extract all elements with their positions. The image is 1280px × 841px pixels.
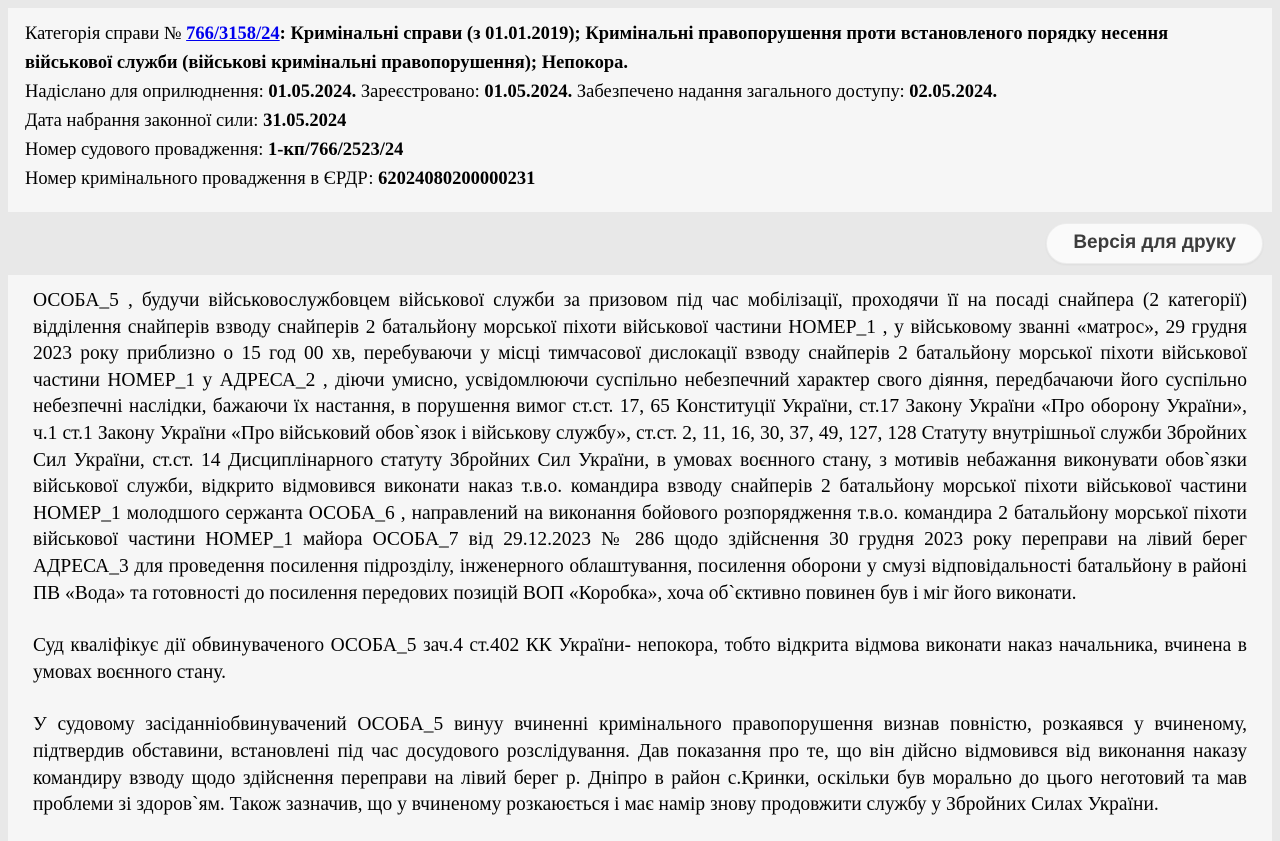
court-proceeding-number: 1-кп/766/2523/24: [267, 140, 404, 160]
document-paragraph-facts: ОСОБА_5 , будучи військовослужбовцем військової служби за призовом під час мобілізації, проходячи її на посаді снайпера (2 категорії) відділення снайперів взводу снайперів 2 батальйону морської піхоти військової частини НОМЕР_1 , у військовому званні «матрос», 29 грудня 2023 року приблизно о 15 год 00 хв, перебуваючи у місці тимчасової дислокації взводу снайперів 2 батальйону морської піхоти військової частини НОМЕР_1 у АДРЕСА_2 , діючи умисно, усвідомлюючи суспільно небезпечний характер свого діяння, передбачаючи його суспільно небезпечні наслідки, бажаючи їх настання, в порушення вимог ст.ст. 17, 65 Конституції України, ст.17 Закону України «Про оборону України», ч.1 ст.1 Закону України «Про військовий обов`язок і військову службу», ст.ст. 2, 11, 16, 30, 37, 49, 127, 128 Статуту внутрішньої служби Збройних Сил України, ст.ст. 14 Дисциплінарного статуту Збройних Сил України, в умовах воєнного стану, з мотивів небажання виконувати обов`язки військової служби, відкрито відмовився виконати наказ т.в.о. командира взводу снайперів 2 батальйону морської піхоти військової частини НОМЕР_1 молодшого сержанта ОСОБА_6 , направлений на виконання бойового розпорядження т.в.о. командира 2 батальйону морської піхоти військової частини НОМЕР_1 майора ОСОБА_7 від 29.12.2023 № 286 щодо здійснення 30 грудня 2023 року переправи на лівий берег АДРЕСА_3 для проведення посилення підрозділу, інженерного облаштування, посилення оборони у смузі відповідальності батальйону в районі ПВ «Вода» та готовності до посилення передових позицій ВОП «Коробка», хоча об`єктивно повинен був і міг його виконати.: [33, 290, 1247, 604]
legal-force-date-line: [25, 107, 1254, 136]
registered-date: 01.05.2024.: [484, 82, 573, 102]
document-paragraph-testimony: У судовому засіданніобвинувачений ОСОБА_5 винуу вчиненні кримінального правопорушення визнав повністю, розкаявся у вчиненому, підтвердив обставини, встановлені під час досудового розслідування. Дав показання про те, що він дійсно відмовився від виконання наказу командиру взводу щодо здійснення переправи на лівий берег р. Дніпро в район с.Кринки, оскільки був морально до цього неготовий та мав проблеми зі здоров`ям. Також зазначив, що у вчиненому розкаюється і має намір знову продовжити службу у Збройних Силах України.: [33, 714, 1247, 816]
sent-for-publication-date: 01.05.2024.: [268, 82, 357, 102]
case-category-label: Категорія справи №: [25, 24, 187, 44]
court-proceeding-label: Номер судового провадження:: [25, 140, 268, 160]
criminal-proceeding-number: 62024080200000231: [378, 169, 536, 189]
public-access-date: 02.05.2024.: [909, 82, 998, 102]
case-number-link[interactable]: 766/3158/24: [186, 24, 280, 44]
toolbar: [8, 212, 1272, 275]
legal-force-date: 31.05.2024: [263, 111, 347, 131]
publication-dates-line: [25, 78, 1254, 107]
case-category-value: : Кримінальні справи (з 01.01.2019); Кримінальні правопорушення проти встановленого порядку несення військової служби (військові кримінальні правопорушення); Непокора.: [25, 24, 1169, 73]
case-category-line: [25, 20, 1254, 78]
criminal-proceeding-number-line: [25, 165, 1254, 194]
public-access-label: Забезпечено надання загального доступу:: [572, 82, 910, 102]
criminal-proceeding-label: Номер кримінального провадження в ЄРДР:: [25, 169, 379, 189]
court-proceeding-number-line: [25, 136, 1254, 165]
print-version-button[interactable]: Версія для друку: [1046, 223, 1263, 264]
document-text-card: [8, 275, 1272, 841]
case-header-card: [8, 8, 1272, 212]
sent-for-publication-label: Надіслано для оприлюднення:: [25, 82, 269, 102]
document-paragraph-qualification: Суд кваліфікує дії обвинуваченого ОСОБА_5 зач.4 ст.402 КК України- непокора, тобто відкрита відмова виконати наказ начальника, вчинена в умовах воєнного стану.: [33, 635, 1247, 683]
registered-label: Зареєстровано:: [356, 82, 485, 102]
legal-force-label: Дата набрання законної сили:: [25, 111, 264, 131]
